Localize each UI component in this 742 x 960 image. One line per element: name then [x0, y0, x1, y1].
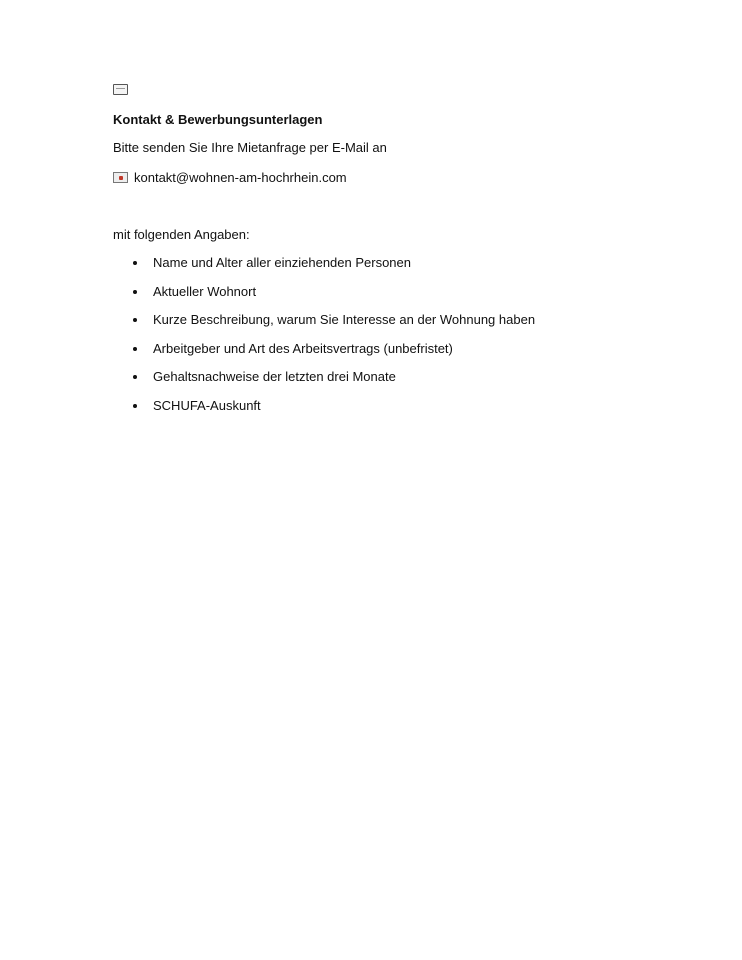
bullet-icon [133, 261, 137, 265]
bullet-icon [133, 290, 137, 294]
list-item-text: Kurze Beschreibung, warum Sie Interesse an der Wohnung haben [153, 312, 536, 327]
section-heading: Kontakt & Bewerbungsunterlagen [113, 112, 323, 127]
list-item-text: Aktueller Wohnort [153, 283, 257, 299]
list-item [113, 254, 535, 283]
list-item-text: Gehaltsnachweise der letzten drei Monate [153, 369, 396, 384]
image-placeholder-icon [113, 84, 128, 95]
email-link[interactable]: kontakt@wohnen-am-hochrhein.com [134, 170, 347, 185]
list-item [113, 340, 535, 369]
list-item-text: SCHUFA-Auskunft [153, 397, 261, 413]
list-item [113, 397, 535, 426]
bullet-icon [133, 404, 137, 408]
list-item [113, 368, 535, 397]
list-item [113, 283, 535, 312]
email-row [113, 170, 347, 185]
requirements-list [113, 254, 535, 425]
bullet-icon [133, 375, 137, 379]
email-image-icon [113, 172, 128, 183]
list-item-text: Arbeitgeber und Art des Arbeitsvertrags (unbefristet) [153, 340, 453, 356]
bullet-icon [133, 318, 137, 322]
list-item [113, 311, 535, 340]
list-item-text: Name und Alter aller einziehenden Personen [153, 255, 412, 270]
outro-text: mit folgenden Angaben: [113, 227, 250, 242]
bullet-icon [133, 347, 137, 351]
intro-text: Bitte senden Sie Ihre Mietanfrage per E-Mail an [113, 140, 387, 155]
